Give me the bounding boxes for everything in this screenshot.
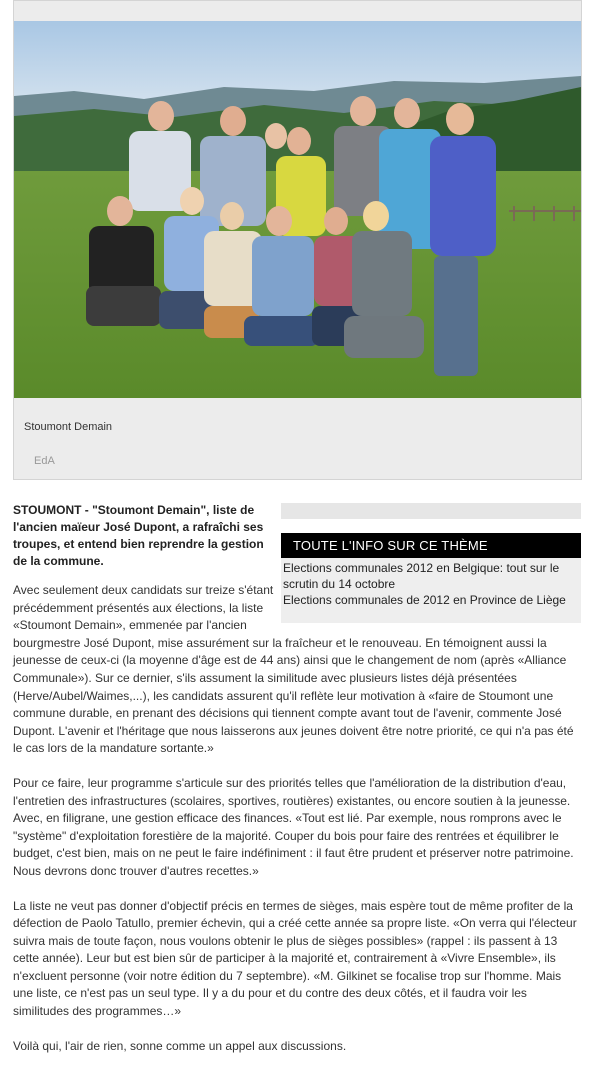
- photo-credit: EdA: [34, 455, 55, 467]
- theme-link-elections-liege[interactable]: Elections communales de 2012 en Province de Liège: [283, 593, 566, 607]
- group-photo[interactable]: [14, 21, 581, 398]
- theme-link-elections-belgique[interactable]: Elections communales 2012 en Belgique: tout sur le scrutin du 14 octobre: [283, 561, 560, 591]
- sidebar-wrap-space: [283, 582, 579, 634]
- theme-box-header: TOUTE L'INFO SUR CE THÈME: [281, 533, 581, 558]
- article-paragraph-1-text: Avec seulement deux candidats sur treize s'étant précédemment présentés aux élections, la liste «Stoumont Demain», emmenée par l'ancien bourgmestre José Dupont, mise assurément sur la fraîcheur et le renouveau. En témoignent aussi la jeunesse de ceux-ci (la moyenne d'âge est de 44 ans) ainsi que le changement de nom (après «Alliance Communale»). Sur ce dernier, s'ils assument la similitude avec plusieurs listes déjà présentées (Herve/Aubel/Waimes,...), les candidats assurent qu'il reflète leur motivation à «faire de Stoumont une commune durable, en prenant des décisions qui tiennent compte avant tout de l'avenir, commente José Dupont. L'avenir et l'héritage que nous laisserons aux jeunes doivent être notre priorité, ce qui n'a pas été le cas lors de la mandature sortante.»: [13, 583, 574, 756]
- article-paragraph-1: [13, 582, 579, 758]
- article-paragraph-4: Voilà qui, l'air de rien, sonne comme un appel aux discussions.: [13, 1038, 347, 1053]
- photo-figure: [13, 0, 582, 480]
- article-paragraph-3: La liste ne veut pas donner d'objectif précis en termes de sièges, mais espère tout de même profiter de la défection de Paolo Tatullo, premier échevin, qui a créé cette année sa propre liste. «On verra qui l'électeur suivra mais de toute façon, nous voulons obtenir le plus de sièges possibles» (rappel : ils passent à 13 cette année). Leur but est bien sûr de participer à la majorité et, contrairement à «Vivre Ensemble», ils n'excluent personne (voir notre édition du 7 septembre). «M. Gilkinet se focalise trop sur l'homme. Mais une liste, ce n'est pas un seul type. Il y a du pour et du contre des deux côtés, et il faudra voir les similitudes des programmes…»: [13, 898, 577, 1019]
- article-body: [13, 582, 579, 1072]
- sidebar-divider: [281, 503, 581, 519]
- article-lead-text: - "Stoumont Demain", liste de l'ancien maïeur José Dupont, a rafraîchi ses troupes, et entend bien reprendre la gestion de la commune.: [13, 503, 264, 568]
- article-paragraph-2: Pour ce faire, leur programme s'articule sur des priorités telles que l'amélioration de la distribution d'eau, l'entretien des infrastructures (scolaires, sportives, routières) existantes, ou encore soutien à la jeunesse. Avec, en filigrane, une gestion efficace des finances. «Tout est lié. Par exemple, nous romprons avec le "système" d'exploitation forestière de la majorité. Couper du bois pour faire des rentrées et équilibrer le budget, c'est bien, mais on ne peut le faire indéfiniment : il faut être prudent et préserver notre patrimoine. Nous devrons donc trouver d'autres recettes.»: [13, 775, 574, 878]
- article-lead: [13, 502, 268, 570]
- photo-caption: Stoumont Demain: [24, 421, 113, 433]
- article-kicker: STOUMONT: [13, 503, 82, 517]
